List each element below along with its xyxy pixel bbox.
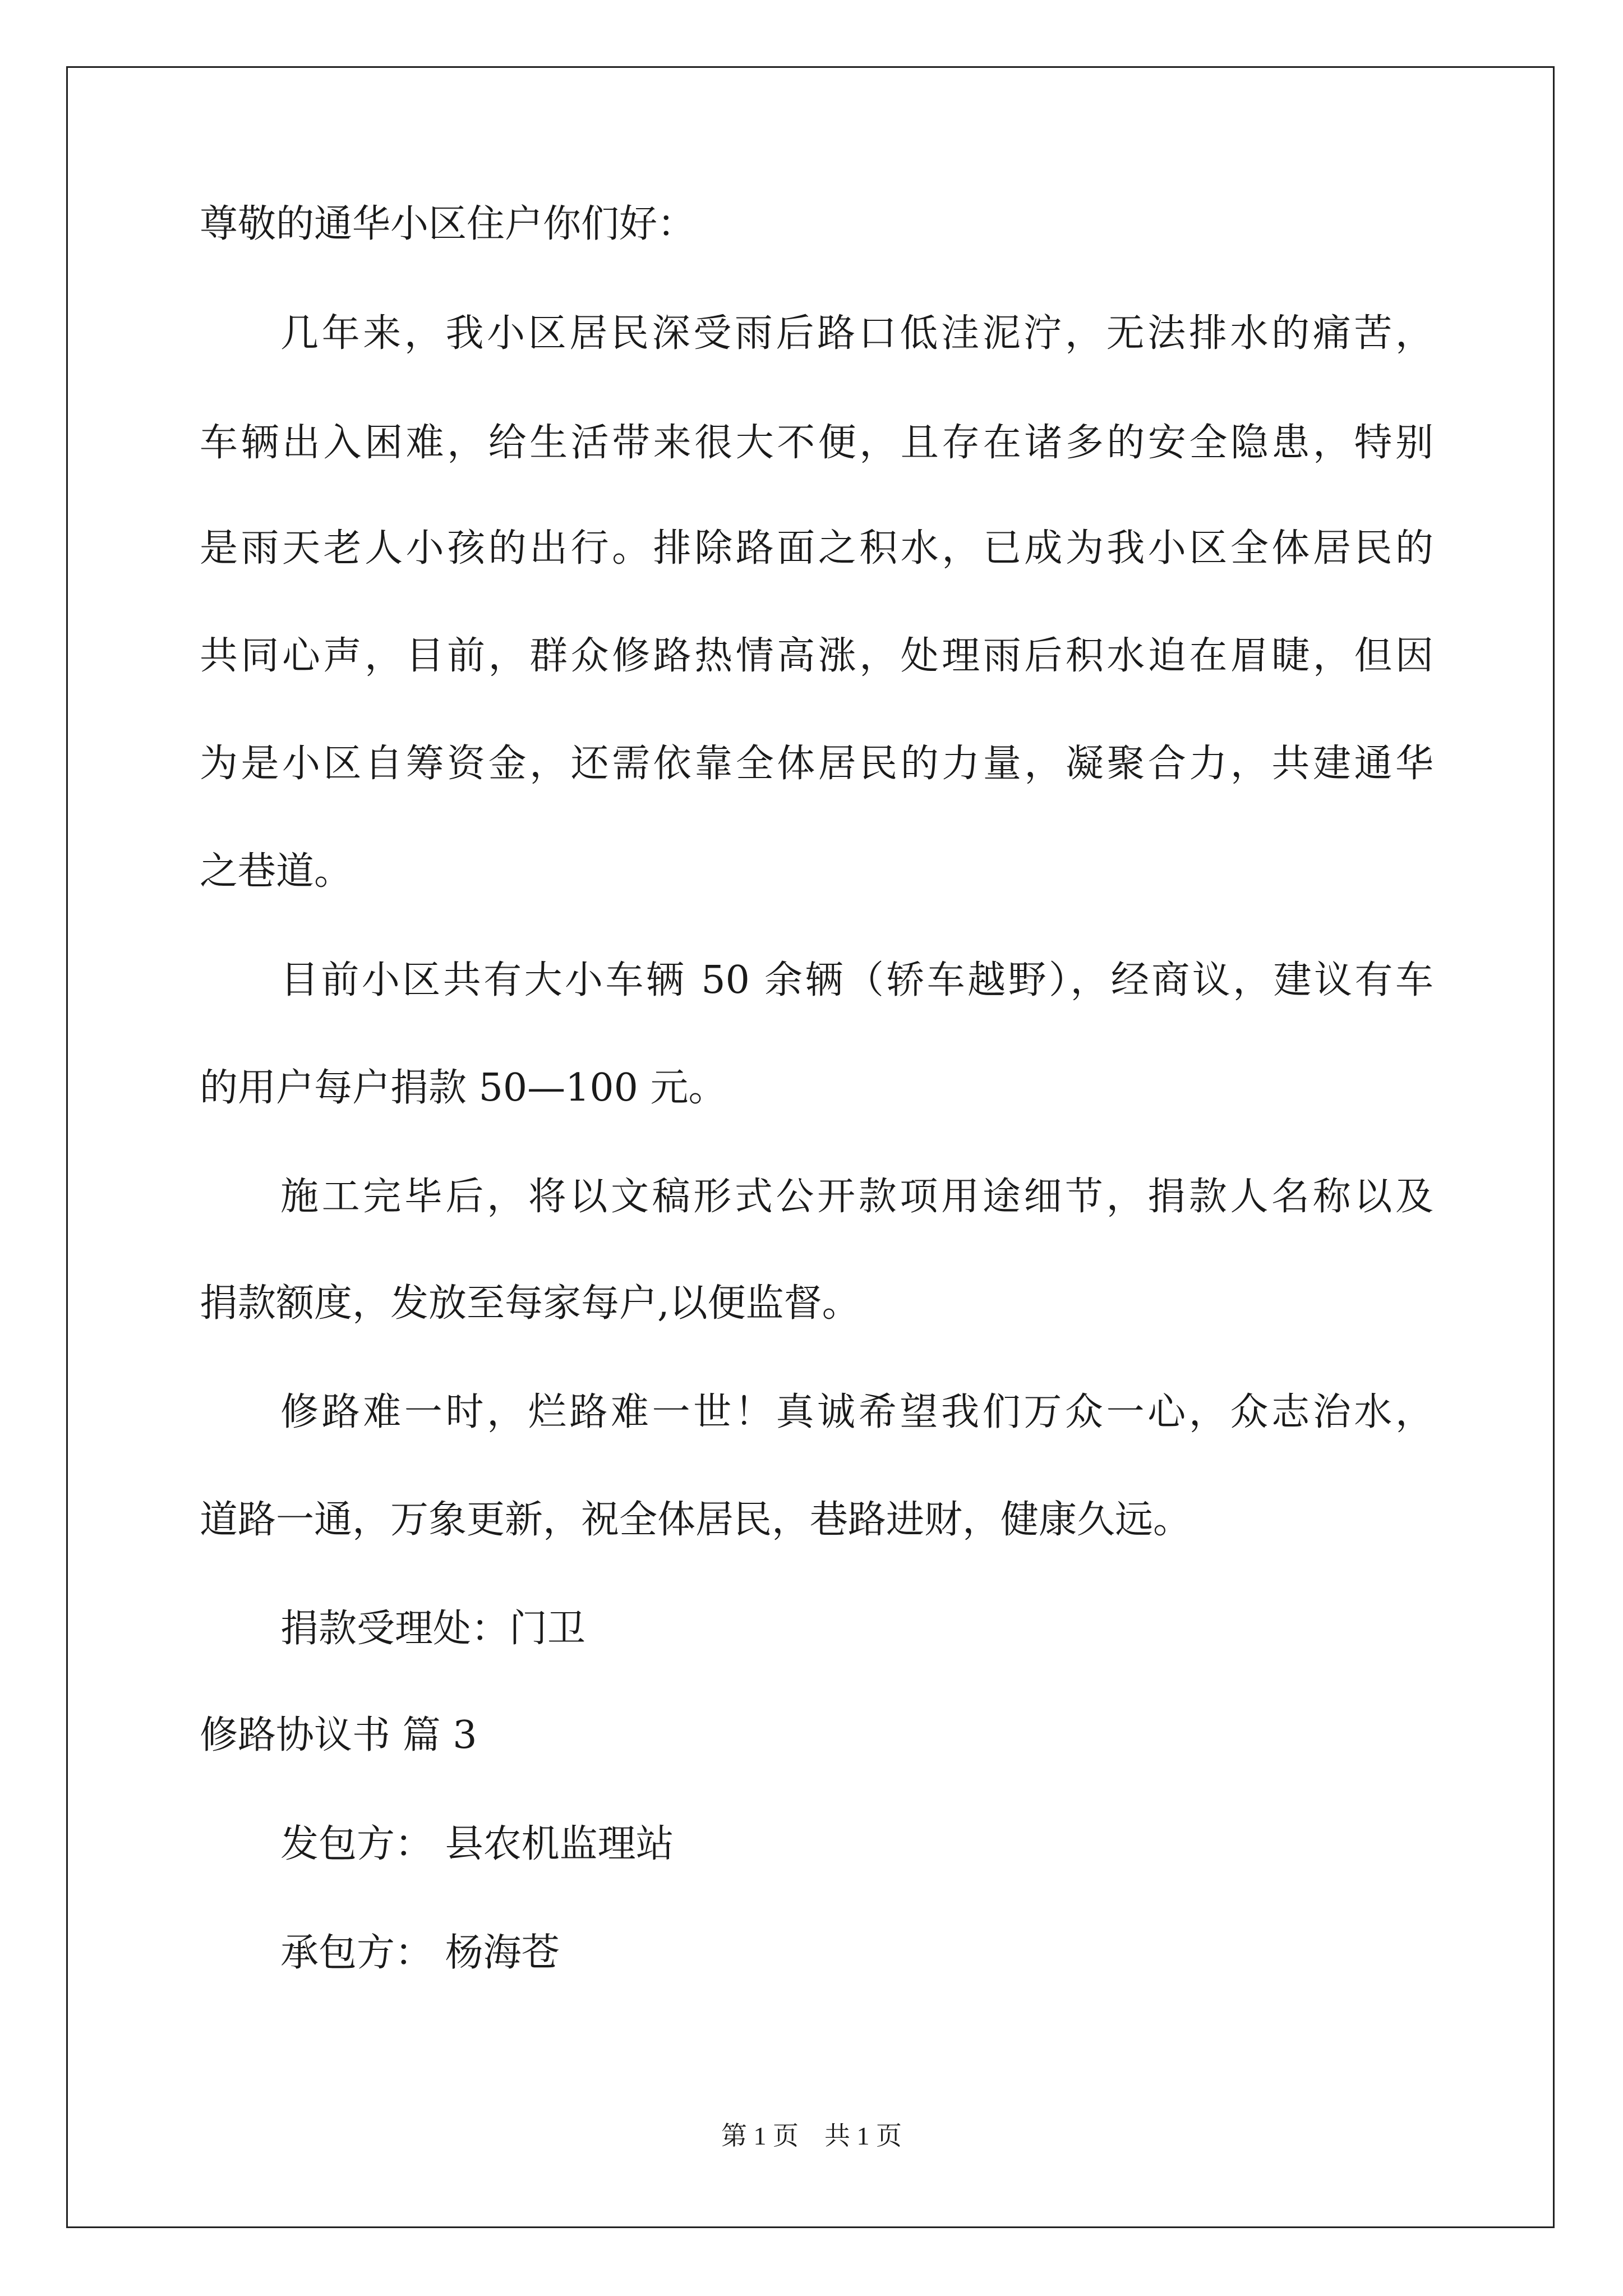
greeting-line: 尊敬的通华小区住户你们好： [200, 202, 696, 246]
contractor-issuer-line: 发包方： 县农机监理站 [280, 1822, 674, 1866]
paragraph-line: 共同心声，目前，群众修路热情高涨，处理雨后积水迫在眉睫，但因 [200, 634, 1433, 678]
paragraph-line: 修路难一时，烂路难一世！真诚希望我们万众一心，众志治水， [280, 1390, 1433, 1434]
paragraph-line: 之巷道。 [200, 849, 353, 894]
paragraph-line: 道路一通，万象更新，祝全体居民，巷路进财，健康久远。 [200, 1498, 1192, 1542]
contractor-receiver-line: 承包方： 杨海苍 [280, 1931, 560, 1975]
paragraph-line: 是雨天老人小孩的出行。排除路面之积水，已成为我小区全体居民的 [200, 526, 1433, 570]
page-border [66, 66, 1555, 2228]
paragraph-line: 捐款额度，发放至每家每户,以便监督。 [200, 1281, 860, 1326]
paragraph-line: 施工完毕后，将以文稿形式公开款项用途细节，捐款人名称以及 [280, 1175, 1433, 1219]
paragraph-line: 几年来，我小区居民深受雨后路口低洼泥泞，无法排水的痛苦， [280, 311, 1433, 356]
section-heading: 修路协议书 篇 3 [200, 1713, 477, 1757]
paragraph-line: 车辆出入困难，给生活带来很大不便，且存在诸多的安全隐患，特别 [200, 421, 1433, 465]
page-number-footer: 第 1 页 共 1 页 [721, 2122, 902, 2150]
donation-office-line: 捐款受理处：门卫 [280, 1607, 586, 1651]
paragraph-line: 为是小区自筹资金，还需依靠全体居民的力量，凝聚合力，共建通华 [200, 742, 1433, 786]
paragraph-line: 的用户每户捐款 50—100 元。 [200, 1066, 727, 1110]
paragraph-line: 目前小区共有大小车辆 50 余辆（轿车越野），经商议，建议有车 [280, 958, 1433, 1002]
